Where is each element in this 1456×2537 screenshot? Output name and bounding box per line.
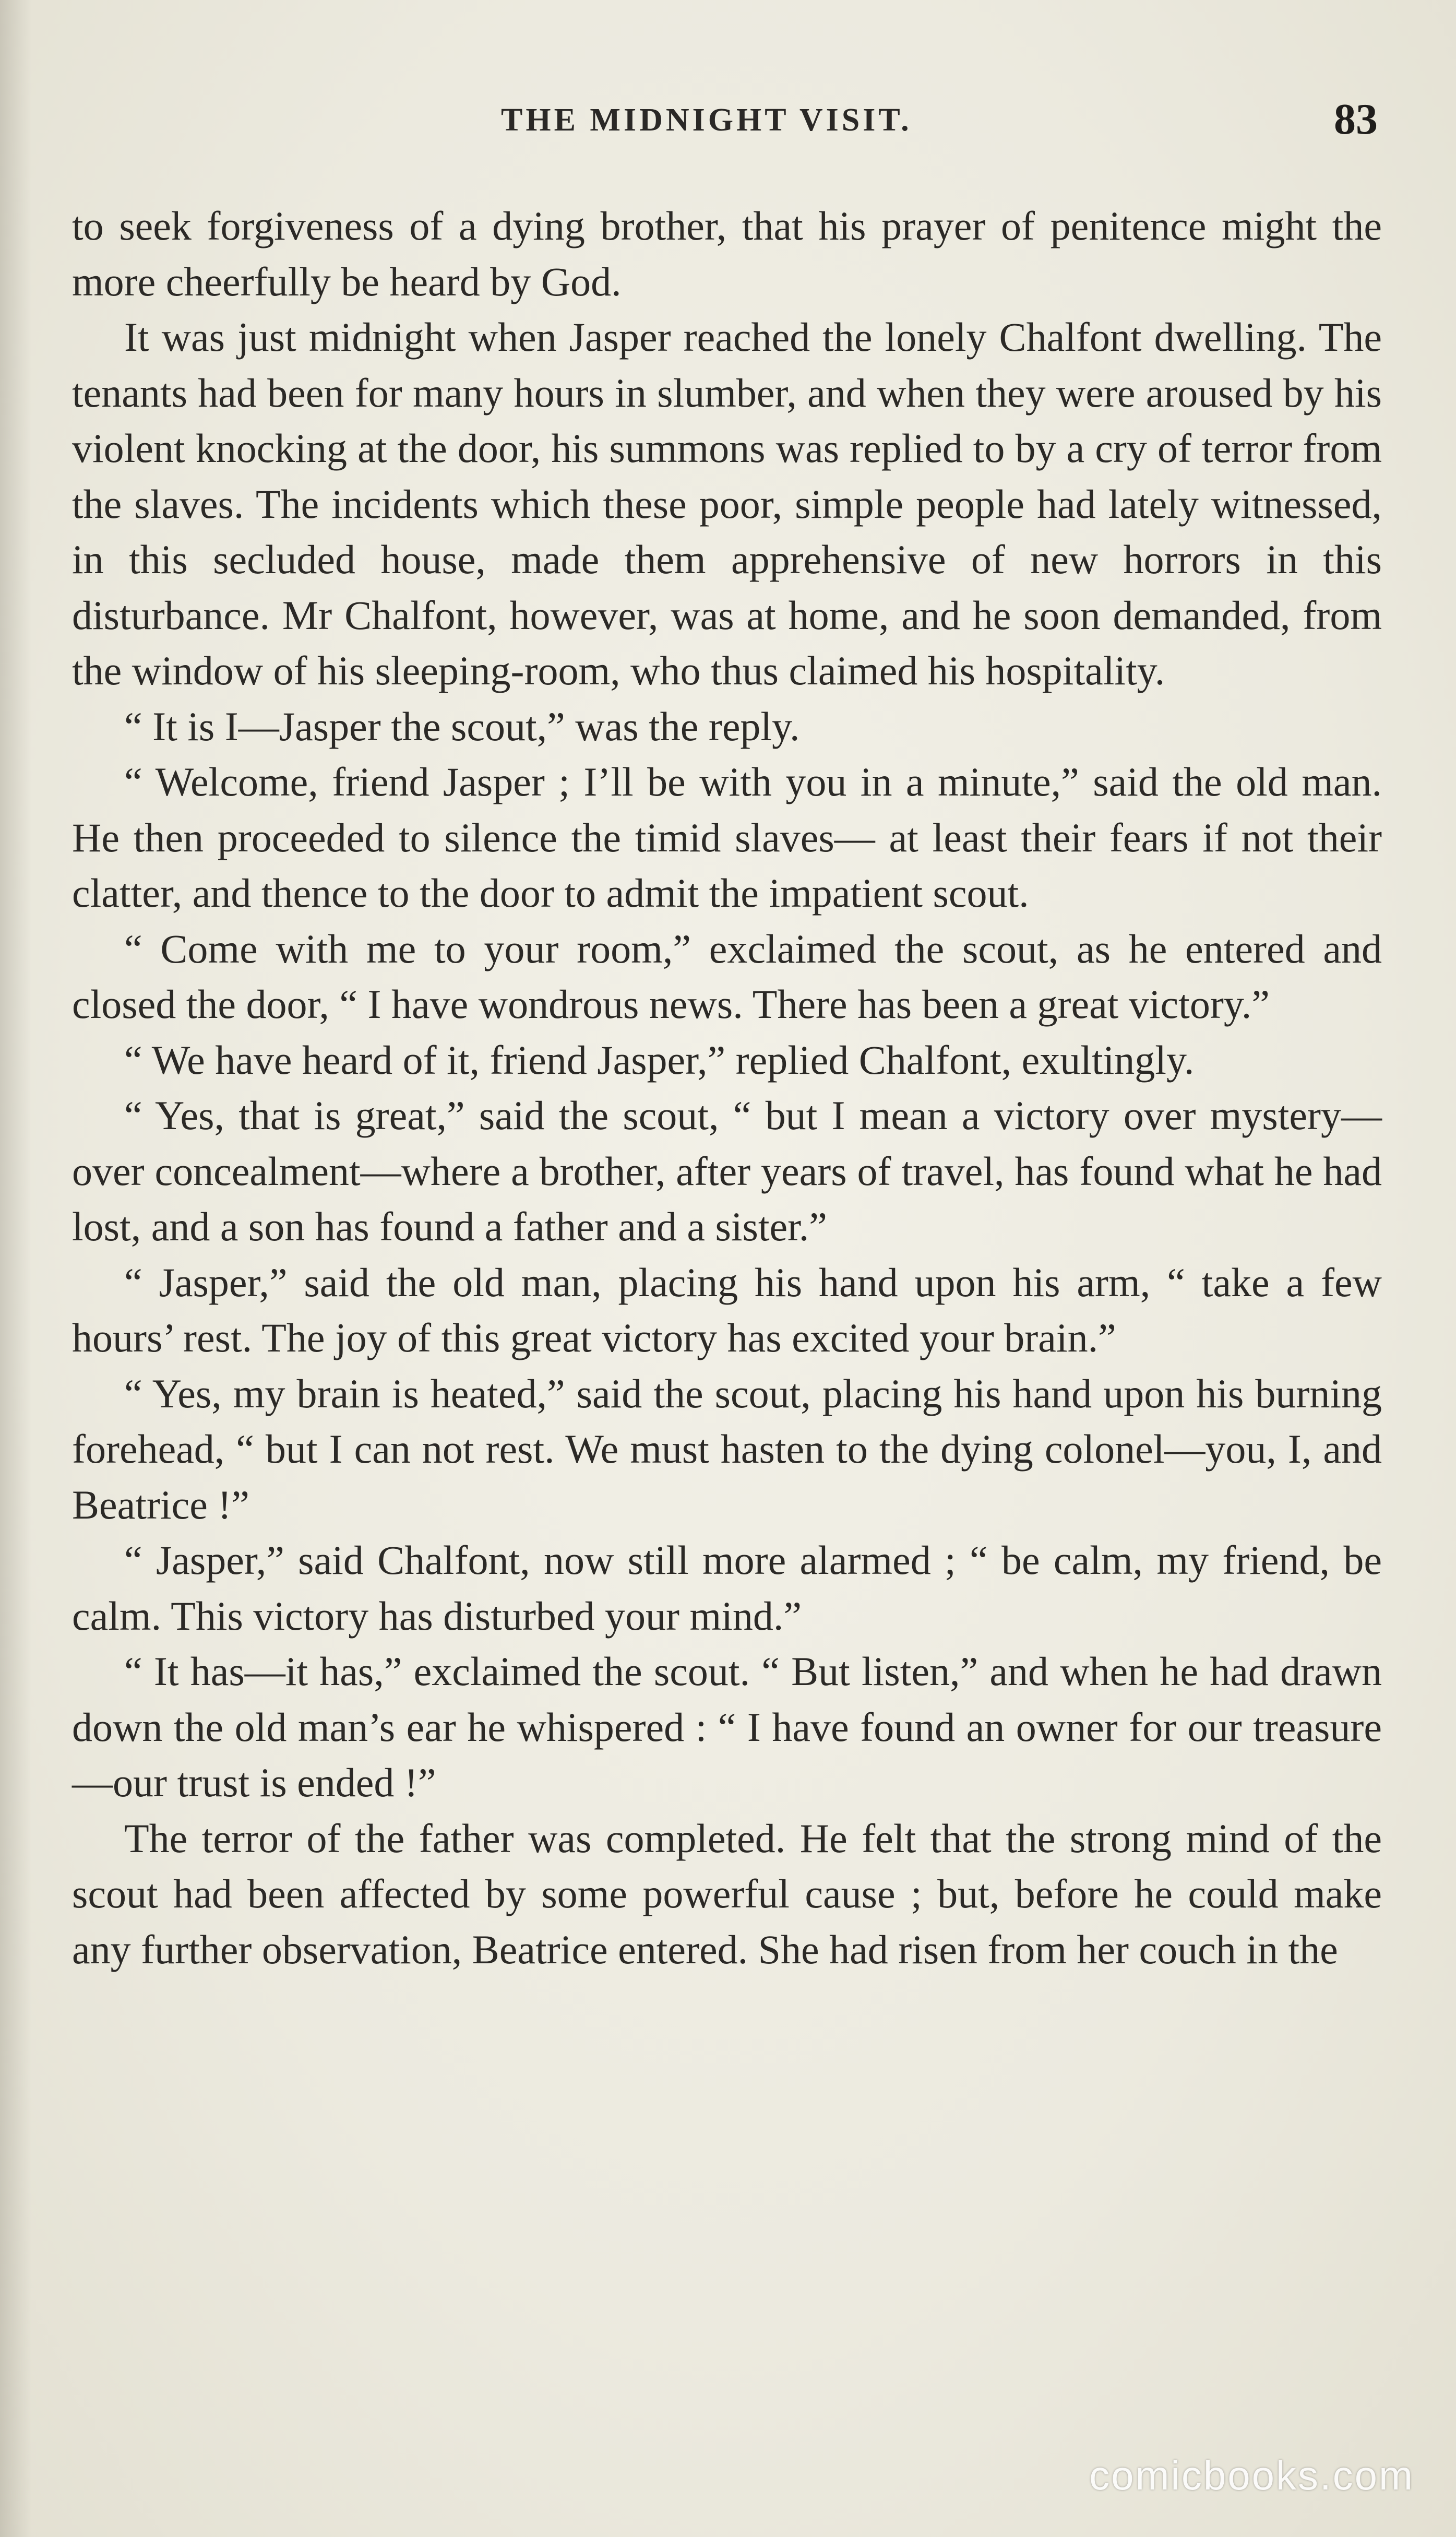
page-number: 83 — [1334, 95, 1378, 144]
paragraph: “ Jasper,” said the old man, placing his hand upon his arm, “ take a few hours’ rest. The joy of this great victory has excited your brain.” — [72, 1259, 1382, 1360]
body-text — [72, 198, 1382, 1977]
paragraph: “ It is I—Jasper the scout,” was the reply. — [124, 703, 800, 749]
paragraph: “ We have heard of it, friend Jasper,” replied Chalfont, exultingly. — [124, 1037, 1195, 1083]
site-watermark: comicbooks.com — [1089, 2452, 1414, 2498]
paragraph: “ Welcome, friend Jasper ; I’ll be with you in a minute,” said the old man. He then proceeded to silence the timid slaves— at least their fears if not their clatter, and thence to the door to admit the impatient scout. — [72, 759, 1382, 916]
paragraph: “ Jasper,” said Chalfont, now still more alarmed ; “ be calm, my friend, be calm. This victory has disturbed your mind.” — [72, 1537, 1382, 1639]
paragraph: The terror of the father was completed. He felt that the strong mind of the scout had been affected by some powerful cause ; but, before he could make any further observation, Beatrice entered. She had risen from her couch in the — [72, 1815, 1382, 1972]
paragraph: “ It has—it has,” exclaimed the scout. “ But listen,” and when he had drawn down the old man’s ear he whispered : “ I have found an owner for our treasure—our trust is ended !” — [72, 1649, 1382, 1805]
paragraph: It was just midnight when Jasper reached the lonely Chalfont dwelling. The tenants had been for many hours in slumber, and when they were aroused by his violent knocking at the door, his summons was replied to by a cry of terror from the slaves. The incidents which these poor, simple people had lately witnessed, in this secluded house, made them apprehensive of new horrors in this disturbance. Mr Chalfont, however, was at home, and he soon demanded, from the window of his sleeping-room, who thus claimed his hospitality. — [72, 314, 1382, 693]
paragraph: “ Yes, that is great,” said the scout, “ but I mean a victory over mystery—over concealment—where a brother, after years of travel, has found what he had lost, and a son has found a father and a sister.” — [72, 1093, 1382, 1249]
running-head: THE MIDNIGHT VISIT. — [501, 102, 912, 138]
paragraph: “ Yes, my brain is heated,” said the scout, placing his hand upon his burning forehead, “ but I can not rest. We must hasten to the dying colonel—you, I, and Beatrice !” — [72, 1370, 1382, 1527]
paragraph: to seek forgiveness of a dying brother, that his prayer of penitence might the more cheerfully be heard by God. — [72, 203, 1382, 304]
spine-shadow — [0, 0, 31, 2537]
paragraph: “ Come with me to your room,” exclaimed the scout, as he entered and closed the door, “ I have wondrous news. There has been a great victory.” — [72, 926, 1382, 1027]
